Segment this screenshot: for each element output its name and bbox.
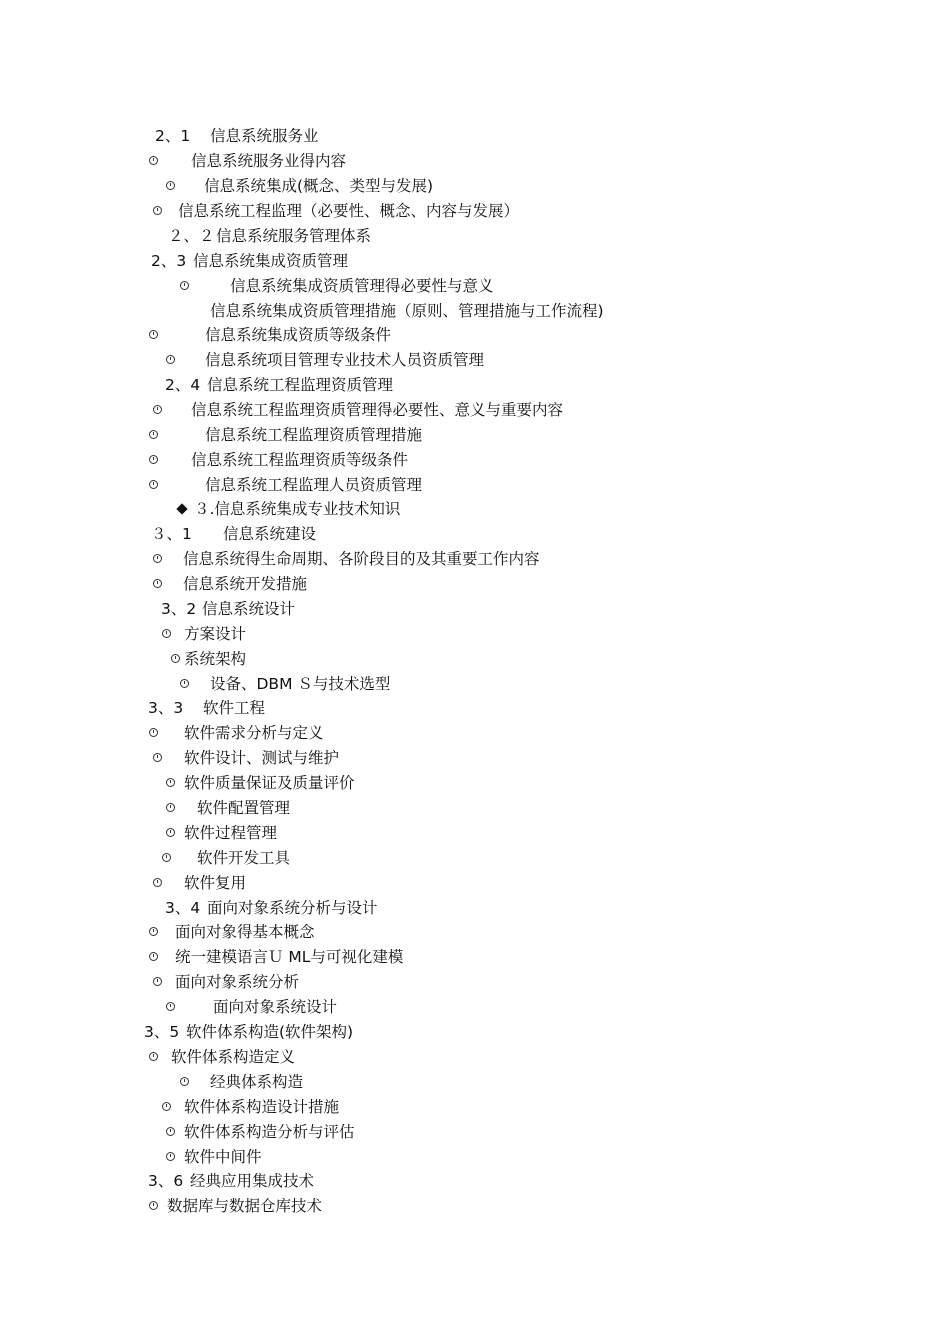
clock-bullet-icon: [149, 927, 158, 936]
clock-bullet-icon: [153, 554, 162, 563]
section-number: 3、6: [148, 1172, 184, 1190]
list-item-text: 信息系统得生命周期、各阶段目的及其重要工作内容: [183, 550, 540, 568]
clock-bullet-icon: [166, 355, 175, 364]
list-item-text: 信息系统集成资质管理得必要性与意义: [230, 277, 494, 295]
list-item-text: 软件配置管理: [197, 799, 291, 817]
section-title: 软件工程: [203, 699, 266, 717]
list-item-text: 信息系统集成(概念、类型与发展): [204, 177, 434, 195]
section-title: 软件体系构造(软件架构): [186, 1023, 354, 1041]
list-item-text: 统一建模语言Ｕ ML与可视化建模: [175, 948, 404, 966]
clock-bullet-icon: [166, 1002, 175, 1011]
list-item-text: 信息系统集成资质等级条件: [205, 326, 392, 344]
clock-bullet-icon: [162, 629, 171, 638]
clock-bullet-icon: [162, 1102, 171, 1111]
clock-bullet-icon: [149, 156, 158, 165]
clock-bullet-icon: [162, 853, 171, 862]
section-title: 信息系统工程监理资质管理: [207, 376, 394, 394]
section-number: ３、1: [151, 525, 192, 543]
list-item-text: 软件体系构造分析与评估: [184, 1123, 355, 1141]
section-number: 3、4: [165, 899, 201, 917]
section-title: 信息系统集成资质管理: [193, 252, 349, 270]
section-title: 信息系统设计: [202, 600, 296, 618]
clock-bullet-icon: [153, 206, 162, 215]
section-number: 2、1: [155, 127, 191, 145]
clock-bullet-icon: [166, 181, 175, 190]
section-number: 3、2: [161, 600, 197, 618]
clock-bullet-icon: [166, 1127, 175, 1136]
clock-bullet-icon: [166, 778, 175, 787]
list-item-text: 信息系统项目管理专业技术人员资质管理: [205, 351, 485, 369]
list-item-text: 面向对象得基本概念: [175, 923, 315, 941]
section-number: 2、4: [165, 376, 201, 394]
clock-bullet-icon: [153, 878, 162, 887]
list-item-text: 信息系统工程监理资质管理措施: [205, 426, 423, 444]
list-item-text: 信息系统工程监理（必要性、概念、内容与发展）: [178, 202, 520, 220]
clock-bullet-icon: [166, 1152, 175, 1161]
clock-bullet-icon: [166, 828, 175, 837]
clock-bullet-icon: [149, 430, 158, 439]
clock-bullet-icon: [153, 405, 162, 414]
clock-bullet-icon: [180, 679, 189, 688]
clock-bullet-icon: [166, 803, 175, 812]
clock-bullet-icon: [149, 728, 158, 737]
section-title: 面向对象系统分析与设计: [207, 899, 378, 917]
clock-bullet-icon: [171, 654, 180, 663]
list-item-text: 软件过程管理: [184, 824, 278, 842]
clock-bullet-icon: [149, 1052, 158, 1061]
list-item-text: 软件需求分析与定义: [184, 724, 324, 742]
section-title: 信息系统服务业: [210, 127, 319, 145]
list-item-text: 经典体系构造: [210, 1073, 304, 1091]
clock-bullet-icon: [149, 330, 158, 339]
list-item-text: 软件体系构造设计措施: [184, 1098, 340, 1116]
section-title: 经典应用集成技术: [190, 1172, 315, 1190]
list-item-text: 信息系统集成资质管理措施（原则、管理措施与工作流程): [210, 302, 604, 320]
clock-bullet-icon: [153, 977, 162, 986]
list-item-text: 软件复用: [184, 874, 247, 892]
list-item-text: 数据库与数据仓库技术: [167, 1197, 323, 1215]
clock-bullet-icon: [149, 1201, 158, 1210]
section-number: 3、3: [148, 699, 184, 717]
clock-bullet-icon: [180, 281, 189, 290]
section-number: ２、２: [168, 227, 215, 245]
clock-bullet-icon: [149, 455, 158, 464]
list-item-text: 软件质量保证及质量评价: [184, 774, 355, 792]
list-item-text: 设备、DBM Ｓ与技术选型: [210, 675, 391, 693]
diamond-bullet-icon: [176, 503, 187, 514]
list-item-text: 信息系统服务业得内容: [191, 152, 347, 170]
section-number: 2、3: [151, 252, 187, 270]
clock-bullet-icon: [149, 952, 158, 961]
clock-bullet-icon: [153, 579, 162, 588]
clock-bullet-icon: [180, 1077, 189, 1086]
list-item-text: 面向对象系统分析: [175, 973, 300, 991]
list-item-text: 系统架构: [184, 650, 247, 668]
section-title: 信息系统建设: [223, 525, 317, 543]
list-item-text: 信息系统开发措施: [183, 575, 308, 593]
list-item-text: 信息系统工程监理人员资质管理: [205, 476, 423, 494]
list-item-text: 软件开发工具: [197, 849, 291, 867]
list-item-text: 面向对象系统设计: [213, 998, 338, 1016]
list-item-text: 方案设计: [184, 625, 247, 643]
list-item-text: 软件中间件: [184, 1148, 262, 1166]
chapter-title: ３.信息系统集成专业技术知识: [194, 500, 401, 518]
clock-bullet-icon: [153, 753, 162, 762]
list-item-text: 软件设计、测试与维护: [184, 749, 340, 767]
clock-bullet-icon: [149, 480, 158, 489]
section-title: 信息系统服务管理体系: [216, 227, 372, 245]
section-number: 3、5: [144, 1023, 180, 1041]
list-item-text: 信息系统工程监理资质管理得必要性、意义与重要内容: [191, 401, 564, 419]
list-item-text: 信息系统工程监理资质等级条件: [191, 451, 409, 469]
list-item-text: 软件体系构造定义: [171, 1048, 296, 1066]
